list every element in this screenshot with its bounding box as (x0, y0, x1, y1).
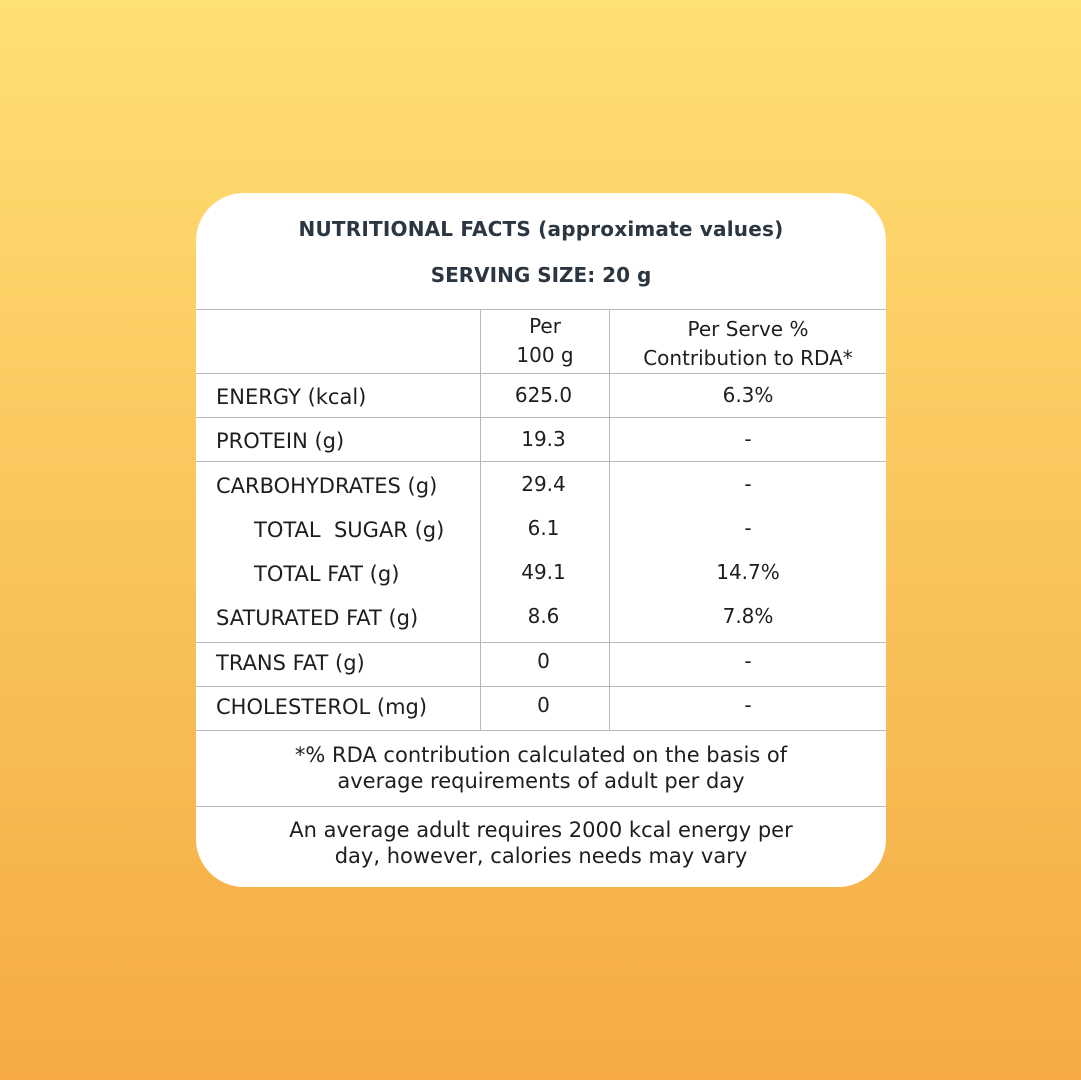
rda-footnote (196, 742, 886, 794)
row-label-total-sugar: TOTAL SUGAR (g) (254, 518, 445, 542)
row-label-total-fat: TOTAL FAT (g) (254, 562, 400, 586)
energy-note-line2: day, however, calories needs may vary (334, 844, 748, 868)
divider (196, 642, 886, 643)
divider (196, 686, 886, 687)
row-value-protein: 19.3 (521, 427, 566, 451)
row-label-energy: ENERGY (kcal) (216, 385, 367, 409)
header-per-100g (481, 312, 609, 370)
energy-note-line1: An average adult requires 2000 kcal energy per (289, 818, 793, 842)
row-rda-carbohydrates: - (744, 472, 752, 496)
row-value-total-sugar: 6.1 (527, 516, 560, 540)
row-rda-saturated-fat: 7.8% (722, 604, 774, 628)
header-per-100g-line1: Per (529, 314, 561, 338)
row-rda-cholesterol: - (744, 693, 752, 717)
row-label-cholesterol: CHOLESTEROL (mg) (216, 695, 428, 719)
row-label-carbohydrates: CARBOHYDRATES (g) (216, 474, 438, 498)
row-rda-trans-fat: - (744, 649, 752, 673)
header-rda-line1: Per Serve % (687, 317, 809, 341)
divider (196, 806, 886, 807)
header-per-100g-line2: 100 g (516, 343, 574, 367)
nutrition-title: NUTRITIONAL FACTS (approximate values) (298, 217, 784, 241)
divider (196, 461, 886, 462)
row-value-trans-fat: 0 (537, 649, 550, 673)
row-rda-energy: 6.3% (722, 383, 774, 407)
row-label-saturated-fat: SATURATED FAT (g) (216, 606, 419, 630)
row-value-total-fat: 49.1 (521, 560, 566, 584)
divider (196, 730, 886, 731)
row-rda-total-sugar: - (744, 516, 752, 540)
divider (196, 373, 886, 374)
row-value-saturated-fat: 8.6 (527, 604, 560, 628)
divider (196, 309, 886, 310)
divider (196, 417, 886, 418)
row-value-carbohydrates: 29.4 (521, 472, 566, 496)
rda-footnote-line2: average requirements of adult per day (337, 769, 745, 793)
row-label-trans-fat: TRANS FAT (g) (216, 651, 365, 675)
rda-footnote-line1: *% RDA contribution calculated on the basis of (294, 743, 788, 767)
header-rda (610, 315, 886, 373)
nutrition-facts-card (196, 193, 886, 887)
row-value-energy: 625.0 (514, 383, 573, 407)
row-label-protein: PROTEIN (g) (216, 429, 345, 453)
row-rda-total-fat: 14.7% (716, 560, 780, 584)
row-value-cholesterol: 0 (537, 693, 550, 717)
serving-size: SERVING SIZE: 20 g (430, 263, 652, 287)
row-rda-protein: - (744, 427, 752, 451)
header-rda-line2: Contribution to RDA* (643, 346, 853, 370)
energy-note (196, 817, 886, 869)
